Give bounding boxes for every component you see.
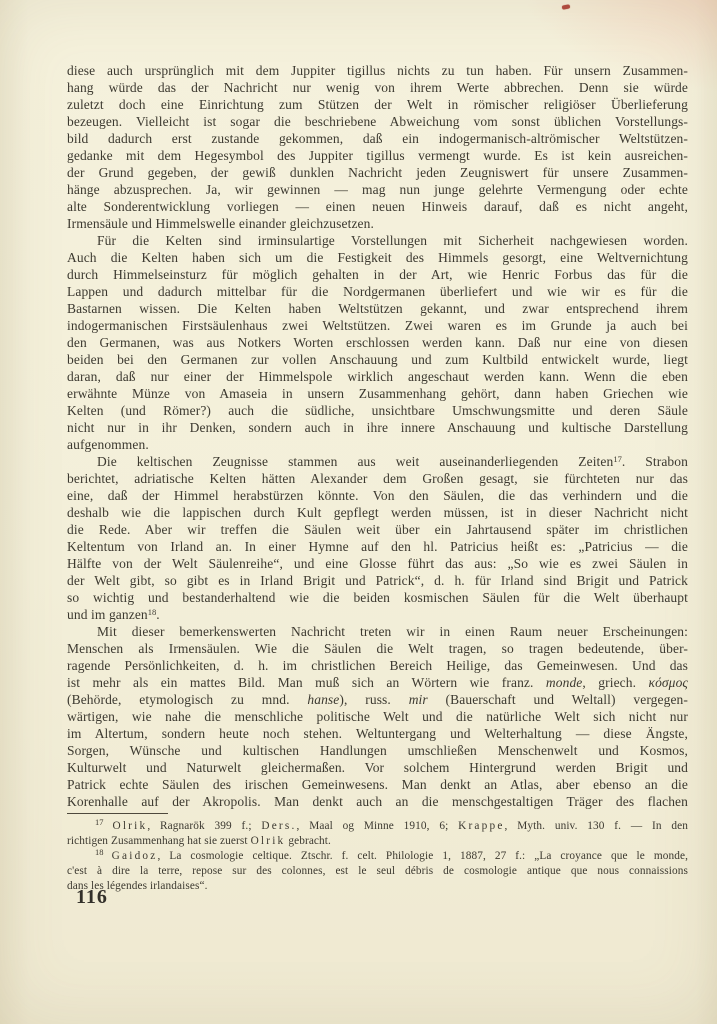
text-segment: diese auch ursprünglich mit dem Juppiter tigillus nichts zu tun haben. Für unsern Zusammen- — [67, 63, 688, 78]
text-line — [67, 62, 688, 79]
page-number: 116 — [76, 886, 108, 908]
text-segment: , griech. — [582, 675, 649, 690]
text-line — [67, 164, 688, 181]
text-line — [67, 725, 688, 742]
text-segment: . — [156, 607, 160, 622]
text-line — [67, 864, 688, 879]
text-segment: Keltentum von Irland an. In einer Hymne auf den hl. Patricius heißt es: „Patricius — die — [67, 539, 688, 554]
text-segment: ist mehr als ein mattes Bild. Man muß sich an Wörtern wie franz. — [67, 675, 546, 690]
text-segment: , Ragnarök 399 f.; — [147, 820, 262, 832]
text-segment: gebracht. — [285, 835, 331, 847]
text-segment: Gaidoz — [111, 850, 158, 862]
text-line — [67, 470, 688, 487]
text-segment: κόσμος — [648, 675, 688, 690]
text-line — [67, 657, 688, 674]
body-text — [67, 62, 688, 810]
text-line — [67, 879, 688, 894]
text-line — [67, 436, 688, 453]
text-segment: , La cosmologie celtique. Ztschr. f. celt. Philologie 1, 1887, 27 f.: „La croyance que le monde, — [157, 850, 688, 862]
text-segment: Kelten (und Römer?) auch die südliche, unsichtbare Umschwungsmitte und deren Säule — [67, 403, 688, 418]
red-ink-mark — [562, 4, 571, 9]
text-segment: erwähnte Münze von Amaseia in unsern Zusammenhang gehört, dann haben Griechen wie — [67, 386, 688, 401]
text-segment: ), russ. — [339, 692, 409, 707]
text-segment: Kulturwelt und Naturwelt gleichermaßen. Vor solchem Hintergrund werden Brigit und — [67, 760, 688, 775]
text-line — [67, 589, 688, 606]
text-line — [67, 334, 688, 351]
footnote — [67, 849, 688, 894]
text-line — [67, 266, 688, 283]
text-segment: Olrik — [112, 820, 148, 832]
text-line — [67, 834, 688, 849]
text-segment: Hälfte von der Welt Säulenreihe“, und eine Glosse führt das aus: „So wie es zwei Säulen in — [67, 556, 688, 571]
text-line — [67, 113, 688, 130]
paragraph — [67, 62, 688, 232]
text-line — [67, 708, 688, 725]
text-line — [67, 453, 688, 470]
text-segment: wärtigen, wie nahe die menschliche politische Welt und die natürliche Welt sich nicht nur — [67, 709, 688, 724]
text-line — [67, 691, 688, 708]
text-line — [67, 742, 688, 759]
text-line — [67, 572, 688, 589]
text-segment: hanse — [307, 692, 340, 707]
text-line — [67, 368, 688, 385]
text-line — [67, 538, 688, 555]
text-line — [67, 147, 688, 164]
text-line — [67, 759, 688, 776]
text-line — [67, 130, 688, 147]
text-segment: aufgenommen. — [67, 437, 149, 452]
text-segment: und im ganzen — [67, 607, 148, 622]
footnote-separator — [67, 813, 168, 814]
text-segment: bezeugen. Vielleicht ist sogar die beschriebene Abweichung vom sonst üblichen Vorstellungs- — [67, 114, 688, 129]
paragraph — [67, 232, 688, 453]
text-segment: alte Sonderentwicklung vorliegen — einen neuen Hinweis darauf, daß es nicht angeht, — [67, 199, 688, 214]
footnote-reference: 17 — [613, 454, 622, 464]
text-segment: . Strabon — [621, 454, 688, 469]
text-segment: Sorgen, Wünsche und kultischen Handlungen umschließen Menschenwelt und Kosmos, — [67, 743, 688, 758]
text-line — [67, 181, 688, 198]
text-line — [67, 849, 688, 864]
text-line — [67, 300, 688, 317]
text-segment: c'est à dire la terre, repose sur des colonnes, est le seul débris de cosmologie antique que nous connaissions — [67, 865, 688, 877]
text-segment: Patrick echte Säulen des irischen Gemeinwesens. Man denkt an Atlas, aber ebenso an die — [67, 777, 688, 792]
footnotes — [67, 819, 688, 894]
text-segment: der Welt gibt, so gibt es in Irland Brigit und Patrick“, d. h. für Irland sind Brigit und Patrick — [67, 573, 688, 588]
text-segment: so wichtig und bestanderhaltend wie die beiden kosmischen Säulen für die Welt überhaupt — [67, 590, 688, 605]
text-segment: mir — [408, 692, 428, 707]
text-line — [67, 283, 688, 300]
text-line — [67, 504, 688, 521]
text-segment: zuletzt doch eine Einrichtung zum Stützen der Welt in römischer religiöser Überlieferung — [67, 97, 688, 112]
text-line — [67, 793, 688, 810]
text-line — [67, 776, 688, 793]
text-segment: Auch die Kelten haben sich um die Festigkeit des Himmels gesorgt, eine Weltvernichtung — [67, 250, 688, 265]
text-segment: Mit dieser bemerkenswerten Nachricht treten wir in einen Raum neuer Erscheinungen: — [97, 624, 688, 639]
text-segment: die Rede. Aber wir treffen die Säulen weit über ein Jahrtausend später im christlichen — [67, 522, 688, 537]
text-line — [67, 555, 688, 572]
paragraph — [67, 453, 688, 623]
text-line — [67, 606, 688, 623]
text-line — [67, 419, 688, 436]
text-line — [67, 521, 688, 538]
text-line — [67, 402, 688, 419]
text-segment: Die keltischen Zeugnisse stammen aus weit auseinanderliegenden Zeiten — [97, 454, 614, 469]
text-line — [67, 198, 688, 215]
text-segment: Krappe — [458, 820, 505, 832]
text-segment: durch Himmelseinsturz für möglich gehalten in der Art, wie Henric Forbus das für die — [67, 267, 688, 282]
text-segment: Für die Kelten sind irminsulartige Vorstellungen mit Sicherheit nachgewiesen worden. — [97, 233, 688, 248]
footnote-reference: 18 — [147, 607, 157, 617]
text-line — [67, 674, 688, 691]
text-segment: (Behörde, etymologisch zu mnd. — [67, 692, 308, 707]
text-line — [67, 317, 688, 334]
text-segment: eine, daß der Himmel herabstürzen könnte. Von den Säulen, die das verhindern und die — [67, 488, 688, 503]
text-segment: monde — [545, 675, 583, 690]
text-segment: nicht nur in ihr Denken, sondern auch in ihre innere Anschauung und kultische Darstellung — [67, 420, 688, 435]
text-segment: Ders. — [261, 820, 297, 832]
text-segment: Bastarnen wissen. Die Kelten haben Weltstützen gekannt, und zwar entsprechend ihrem — [67, 301, 688, 316]
text-segment: indogermanischen Firstsäulenhaus zwei Weltstützen. Zwei waren es im Grunde ja auch bei — [67, 318, 688, 333]
text-line — [67, 640, 688, 657]
footnote — [67, 819, 688, 849]
text-line — [67, 96, 688, 113]
text-segment: den Germanen, was aus Notkers Worten erschlossen werden kann. Daß nur eine von diesen — [67, 335, 688, 350]
text-segment: ragende Persönlichkeiten, d. h. im christlichen Bereich Heilige, das Gemeinwesen. Und das — [67, 658, 688, 673]
text-segment: daran, daß nur einer der Himmelspole wirklich angeschaut werden kann. Wenn die eben — [67, 369, 688, 384]
text-segment: , Maal og Minne 1910, 6; — [296, 820, 459, 832]
text-line — [67, 351, 688, 368]
text-line — [67, 385, 688, 402]
text-segment: Olrik — [250, 835, 286, 847]
text-segment: (Bauerschaft und Weltall) vergegen- — [427, 692, 688, 707]
text-line — [67, 79, 688, 96]
text-segment: dans les légendes irlandaises“. — [67, 880, 208, 892]
text-segment: hänge abzusprechen. Ja, wir gewinnen — mag nun junge gelehrte Vermengung oder echte — [67, 182, 688, 197]
text-segment: Menschen als Irmensäulen. Wie die Säulen die Welt tragen, so tragen bedeutende, über- — [67, 641, 688, 656]
paragraph — [67, 623, 688, 810]
text-line — [67, 232, 688, 249]
footnote-reference: 17 — [95, 817, 113, 827]
text-segment: , Myth. univ. 130 f. — In den — [504, 820, 689, 832]
text-line — [67, 623, 688, 640]
text-segment: deshalb wie die lappischen durch Kult gepflegt werden müssen, ist in dieser Nachricht nicht — [67, 505, 688, 520]
text-line — [67, 819, 688, 834]
text-segment: berichtet, adriatische Kelten hätten Alexander dem Großen gesagt, sie fürchteten nur das — [67, 471, 688, 486]
text-segment: Irmensäule und Himmelswelle einander gleichzusetzen. — [67, 216, 374, 231]
text-segment: richtigen Zusammenhang hat sie zuerst — [67, 835, 251, 847]
text-segment: im Altertum, sondern heute noch stehen. Weltuntergang und Welterhaltung — diese Ängste, — [67, 726, 688, 741]
text-line — [67, 487, 688, 504]
text-segment: der Grund gegeben, der gewiß dunklen Nachricht jeden Zeugniswert für unsere Zusammen- — [67, 165, 688, 180]
text-line — [67, 215, 688, 232]
text-segment: hang würde das der Nachricht nur wenig von ihrem Werte abbrechen. Denn sie würde — [67, 80, 688, 95]
text-segment: Lappen und dadurch mittelbar für die Nordgermanen überliefert und wie wir es für die — [67, 284, 688, 299]
text-segment: Korenhalle auf der Akropolis. Man denkt auch an die menschgestaltigen Träger des flachen — [67, 794, 688, 809]
footnote-reference: 18 — [95, 847, 112, 857]
text-segment: gedanke mit dem Hegesymbol des Juppiter tigillus vermengt wurde. Es ist kein ausreichen- — [67, 148, 688, 163]
text-segment: beiden bei den Germanen zur vollen Anschauung und zum Kultbild entwickelt wurde, liegt — [67, 352, 688, 367]
text-segment: bild dadurch erst zustande gekommen, daß ein indogermanisch-altrömischer Weltstützen- — [67, 131, 688, 146]
text-line — [67, 249, 688, 266]
